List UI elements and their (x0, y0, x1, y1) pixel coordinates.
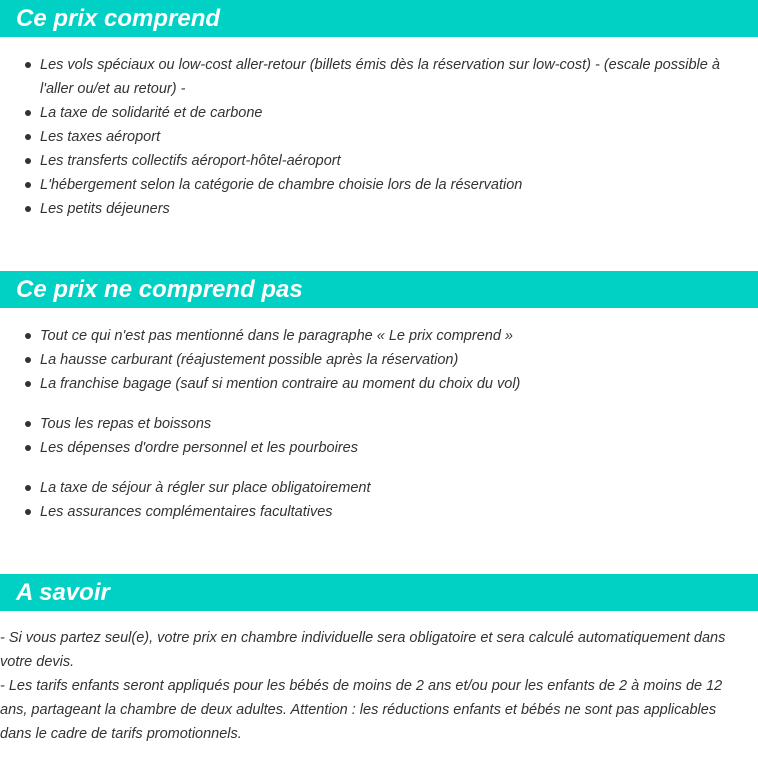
bullet-icon (25, 445, 31, 451)
bullet-icon (25, 333, 31, 339)
list-item: La franchise bagage (sauf si mention contraire au moment du choix du vol) (40, 372, 758, 396)
list-item: Les transferts collectifs aéroport-hôtel-aéroport (40, 149, 758, 173)
list-item: La hausse carburant (réajustement possible après la réservation) (40, 348, 758, 372)
section-includes (0, 0, 758, 221)
includes-list (0, 53, 758, 221)
bullet-icon (25, 158, 31, 164)
list-item: Les taxes aéroport (40, 125, 758, 149)
list-item: Tout ce qui n'est pas mentionné dans le paragraphe « Le prix comprend » (40, 324, 758, 348)
section-excludes (0, 271, 758, 524)
info-paragraph: - Si vous partez seul(e), votre prix en chambre individuelle sera obligatoire et sera calculé automatiquement dans votre devis. (0, 630, 726, 670)
excludes-list-group-3 (0, 476, 758, 524)
bullet-icon (25, 206, 31, 212)
bullet-icon (25, 134, 31, 140)
section-info (0, 574, 758, 746)
list-item: La taxe de séjour à régler sur place obligatoirement (40, 476, 758, 500)
list-item: Tous les repas et boissons (40, 412, 758, 436)
info-text (0, 626, 758, 746)
bullet-icon (25, 182, 31, 188)
section-title-info: A savoir (0, 574, 758, 611)
section-title-excludes: Ce prix ne comprend pas (0, 271, 758, 308)
list-item: Les dépenses d'ordre personnel et les pourboires (40, 436, 758, 460)
list-item: La taxe de solidarité et de carbone (40, 101, 758, 125)
list-item: L'hébergement selon la catégorie de chambre choisie lors de la réservation (40, 173, 758, 197)
excludes-list-group-1 (0, 324, 758, 396)
bullet-icon (25, 381, 31, 387)
bullet-icon (25, 357, 31, 363)
bullet-icon (25, 110, 31, 116)
bullet-icon (25, 421, 31, 427)
bullet-icon (25, 509, 31, 515)
list-item: Les assurances complémentaires facultatives (40, 500, 758, 524)
list-item: Les petits déjeuners (40, 197, 758, 221)
bullet-icon (25, 62, 31, 68)
info-paragraph: - Les tarifs enfants seront appliqués pour les bébés de moins de 2 ans et/ou pour les enfants de 2 à moins de 12 ans, partageant la chambre de deux adultes. Attention : les réductions enfants et bébés ne sont pas applicables dans le cadre de tarifs promotionnels. (0, 678, 723, 742)
excludes-list-group-2 (0, 412, 758, 460)
list-item: Les vols spéciaux ou low-cost aller-retour (billets émis dès la réservation sur low-cost) - (escale possible à l'aller ou/et au retour) - (40, 53, 758, 101)
section-title-includes: Ce prix comprend (0, 0, 758, 37)
bullet-icon (25, 485, 31, 491)
